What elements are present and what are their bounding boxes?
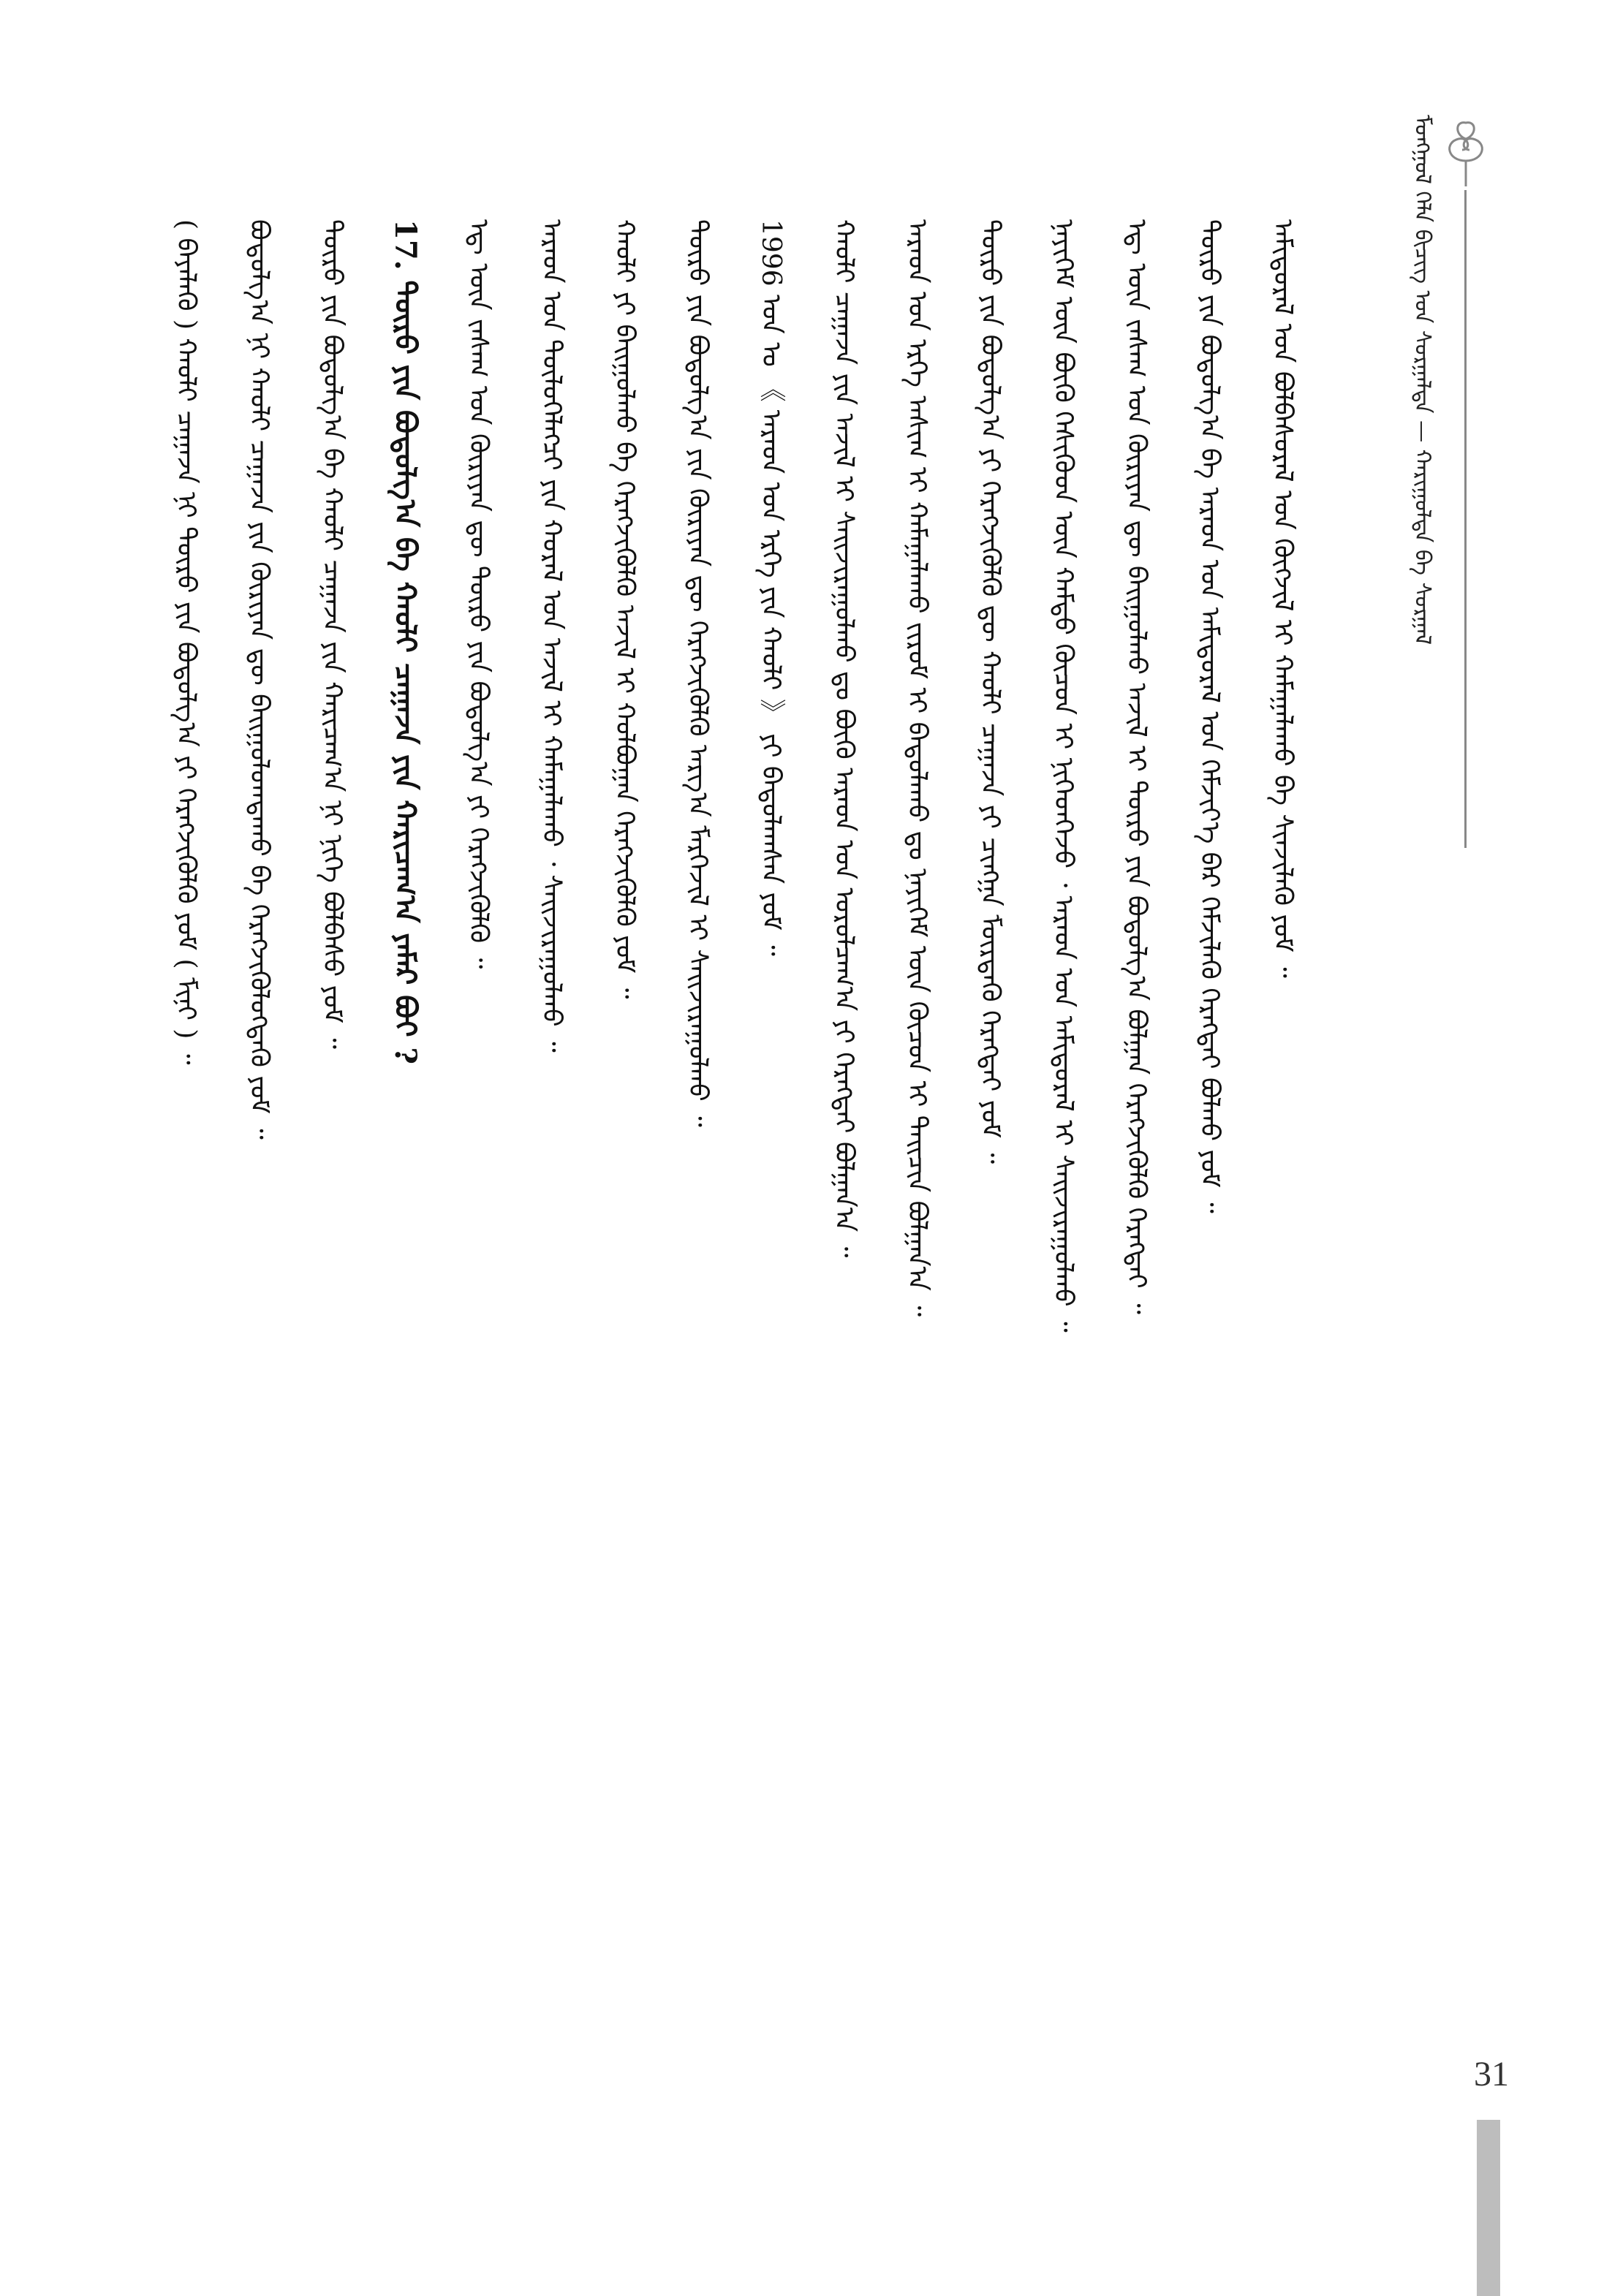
text-line: ᠪᠣᠳᠣᠯᠭ᠎ᠠ ᠨᠢ ᠬᠠᠤᠯᠢ ᠴᠠᠭᠠᠵᠠ ᠶᠢᠨ ᠬᠦᠷᠢᠶᠡᠨ ᠳᠦ ᠪᠠᠢᠭᠤᠯᠤᠭᠳᠠᠬᠤ ᠪᠠ ᠬᠡᠷᠡᠭᠵᠢᠭᠦᠯᠦᠭᠳᠡᠬᠦ ᠶᠤᠮ ᠃ xyxy=(244,219,274,1140)
page-number: 31 xyxy=(1474,2055,1509,2094)
section-heading: 17. ᠲᠥᠷᠥ ᠶᠢᠨ ᠪᠣᠳᠣᠯᠭ᠎ᠠ ᠪᠠ ᠬᠠᠤᠯᠢ ᠴᠠᠭᠠᠵᠠ ᠶᠢᠨ ᠬᠠᠷᠢᠴᠠᠭ᠎ᠠ ᠶᠠᠮᠠᠷ ᠪᠤᠢ ? xyxy=(388,219,423,1064)
text-line: ᠬᠠᠤᠯᠢ ᠶᠢ ᠪᠠᠢᠭᠤᠯᠬᠤ ᠪᠠ ᠬᠡᠷᠡᠭᠵᠢᠭᠦᠯᠬᠦ ᠠᠵᠢᠯ ᠢ ᠬᠣᠯᠪᠣᠭᠠᠨ ᠬᠡᠷᠡᠭᠵᠢᠭᠦᠯᠬᠦ ᠶᠤᠮ ᠃ xyxy=(610,219,640,999)
ornament-icon xyxy=(1433,117,1499,190)
text-line: ᠲᠥᠷᠥ ᠶᠢᠨ ᠪᠣᠳᠣᠯᠭ᠎ᠠ ᠶᠢ ᠬᠡᠷᠡᠭᠵᠢᠭᠦᠯᠬᠦ ᠳᠦ ᠬᠠᠤᠯᠢ ᠴᠠᠭᠠᠵᠠ ᠶᠢ ᠴᠢᠩᠭᠠ ᠮᠦᠷᠳᠡᠬᠦ ᠬᠡᠷᠡᠭᠲᠡᠢ ᠶᠤᠮ ᠃ xyxy=(975,219,1005,1164)
text-line: ᠡᠳ᠋ ᠦᠨ ᠵᠠᠰᠠᠭ ᠤᠨ ᠬᠦᠷᠢᠶᠡᠨ ᠳᠦ ᠪᠠᠢᠭᠤᠯᠬᠤ ᠠᠵᠢᠯ ᠢ ᠲᠥᠷᠥ ᠶᠢᠨ ᠪᠣᠳᠣᠯᠭ᠎ᠠ ᠪᠣᠯᠭᠠᠨ ᠬᠡᠷᠡᠭᠵᠢᠭᠦᠯᠬᠦ ᠬᠡᠷᠡᠭᠲᠡᠢ ᠃ xyxy=(1121,219,1151,1314)
text-line: ᠲᠥᠷᠥ ᠶᠢᠨ ᠪᠣᠳᠣᠯᠭ᠎ᠠ ᠪᠠ ᠠᠷᠠᠳ ᠤᠨ ᠠᠮᠢᠳᠤᠷᠠᠯ ᠤᠨ ᠬᠡᠮᠵᠢᠶ᠎ᠡ ᠪᠡᠷ ᠬᠡᠮᠵᠢᠯᠡᠬᠦ ᠬᠡᠷᠡᠭᠲᠡᠢ ᠪᠣᠯᠬᠤ ᠶᠤᠮ ᠃ xyxy=(1195,219,1225,1213)
header-title: ᠮᠣᠩᠭᠣᠯ ᠬᠡᠯᠡ ᠪᠢᠴᠢᠭ ᠤᠨ ᠰᠤᠷᠭᠠᠯᠲᠠ — ᠬᠠᠷᠢᠭᠤᠯᠲᠠ ᠪᠠ ᠰᠤᠷᠭᠠᠯ xyxy=(1410,115,1435,645)
running-header xyxy=(1410,115,1499,877)
text-line: ᠲᠥᠷᠥ ᠶᠢᠨ ᠪᠣᠳᠣᠯᠭ᠎ᠠ ᠪᠠ ᠬᠠᠤᠯᠢ ᠴᠠᠭᠠᠵᠠ ᠶᠢᠨ ᠬᠠᠷᠢᠴᠠᠭ᠎ᠠ ᠨᠢ ᠨᠢᠭᠡ ᠪᠣᠯᠪᠠᠰᠤ ᠶᠤᠮ ᠃ xyxy=(317,219,347,1049)
thumb-tab xyxy=(1477,2120,1500,2296)
text-line: ᠲᠥᠷᠥ ᠶᠢᠨ ᠪᠣᠳᠣᠯᠭ᠎ᠠ ᠶᠢᠨ ᠬᠦᠷᠢᠶᠡᠨ ᠳᠦ ᠬᠡᠷᠡᠭᠵᠢᠭᠦᠯᠬᠦ ᠠᠷᠭ᠎ᠠ ᠮᠡᠷᠭᠡᠵᠢᠯ ᠢ ᠰᠠᠢᠵᠢᠷᠠᠭᠤᠯᠬᠤ ᠃ xyxy=(683,219,713,1127)
text-line: ᠠᠷᠠᠳ ᠤᠨ ᠡᠷᠬᠡ ᠠᠰᠢᠭ ᠢ ᠬᠠᠮᠠᠭᠠᠯᠠᠬᠤ ᠵᠢᠷᠤᠮ ᠢ ᠪᠠᠲᠤᠯᠠᠬᠤ ᠳᠤ ᠨᠡᠶᠢᠭᠡᠮ ᠦᠨ ᠬᠦᠴᠦᠨ ᠢ ᠳᠠᠢᠴᠢᠨ ᠪᠣᠯᠭᠠᠨ᠎ᠠ ᠃ xyxy=(902,219,932,1317)
text-line: ᠬᠠᠤᠯᠢ ᠴᠠᠭᠠᠵᠠ ᠶᠢᠨ ᠠᠵᠢᠯ ᠢ ᠰᠠᠢᠵᠢᠷᠠᠭᠤᠯᠬᠤ ᠳᠤ ᠪᠦᠬᠦ ᠠᠷᠠᠳ ᠤᠨ ᠣᠷᠤᠯᠴᠠᠭ᠎ᠠ ᠶᠢ ᠬᠡᠷᠡᠭᠲᠡᠢ ᠪᠣᠯᠭᠠᠨ᠎ᠠ ᠃ xyxy=(829,219,859,1258)
text-line: ( ᠪᠡᠶᠡᠯᠡᠬᠦ ) ᠬᠠᠤᠯᠢ ᠴᠠᠭᠠᠵᠠ ᠨᠢ ᠲᠥᠷᠥ ᠶᠢᠨ ᠪᠣᠳᠣᠯᠭ᠎ᠠ ᠶᠢ ᠬᠡᠷᠡᠭᠵᠢᠭᠦᠯᠬᠦ ᠶᠤᠮ ( ᠮᠢᠨᠢ ) ᠃ xyxy=(171,219,201,1065)
header-rule xyxy=(1464,190,1467,848)
text-line: ᠠᠮᠢᠳᠤᠷᠠᠯ ᠤᠨ ᠪᠣᠯᠪᠠᠰᠤᠷᠠᠯ ᠤᠨ ᠬᠦᠭᠵᠢᠯ ᠢ ᠬᠠᠮᠠᠭᠠᠯᠠᠬᠤ ᠪᠠ ᠰᠢᠨᠵᠢᠯᠡᠬᠦ ᠶᠤᠮ ᠃ xyxy=(1268,219,1298,978)
text-line: ᠡᠳ᠋ ᠦᠨ ᠵᠠᠰᠠᠭ ᠤᠨ ᠬᠦᠷᠢᠶᠡᠨ ᠳᠦ ᠲᠥᠷᠥ ᠶᠢᠨ ᠪᠣᠳᠣᠯᠭ᠎ᠠ ᠶᠢ ᠬᠡᠷᠡᠭᠵᠢᠭᠦᠯᠬᠦ ᠃ xyxy=(464,219,493,969)
text-line: 1996 ᠣᠨ ᠤ 《 ᠠᠷᠠᠳ ᠤᠨ ᠡᠷᠬᠡ ᠶᠢᠨ ᠬᠠᠤᠯᠢ 》 ᠶᠢ ᠪᠠᠲᠤᠯᠠᠭᠰᠠᠨ ᠶᠤᠮ ᠃ xyxy=(756,219,786,956)
body-text xyxy=(161,219,1301,2208)
text-line: ᠨᠡᠶᠢᠭᠡᠮ ᠦᠨ ᠪᠦᠬᠦ ᠭᠡᠰᠢᠭᠦᠳ ᠦᠨ ᠬᠠᠮᠲᠤ ᠬᠦᠴᠦᠨ ᠢ ᠨᠢᠭᠡᠳᠭᠡᠵᠦ ᠂ ᠠᠷᠠᠳ ᠤᠨ ᠠᠮᠢᠳᠤᠷᠠᠯ ᠢ ᠰᠠᠢᠵᠢᠷᠠᠭᠤᠯᠬᠤ ᠃ xyxy=(1048,219,1078,1333)
text-line: ᠠᠷᠠᠳ ᠤᠨ ᠲᠥᠯᠥᠭᠡᠯᠡᠭᠴᠢ ᠶᠢᠨ ᠬᠤᠷᠠᠯ ᠤᠨ ᠠᠵᠢᠯ ᠢ ᠬᠠᠮᠠᠭᠠᠯᠠᠬᠤ ᠂ ᠰᠠᠢᠵᠢᠷᠠᠭᠤᠯᠬᠤ ᠃ xyxy=(537,219,567,1053)
